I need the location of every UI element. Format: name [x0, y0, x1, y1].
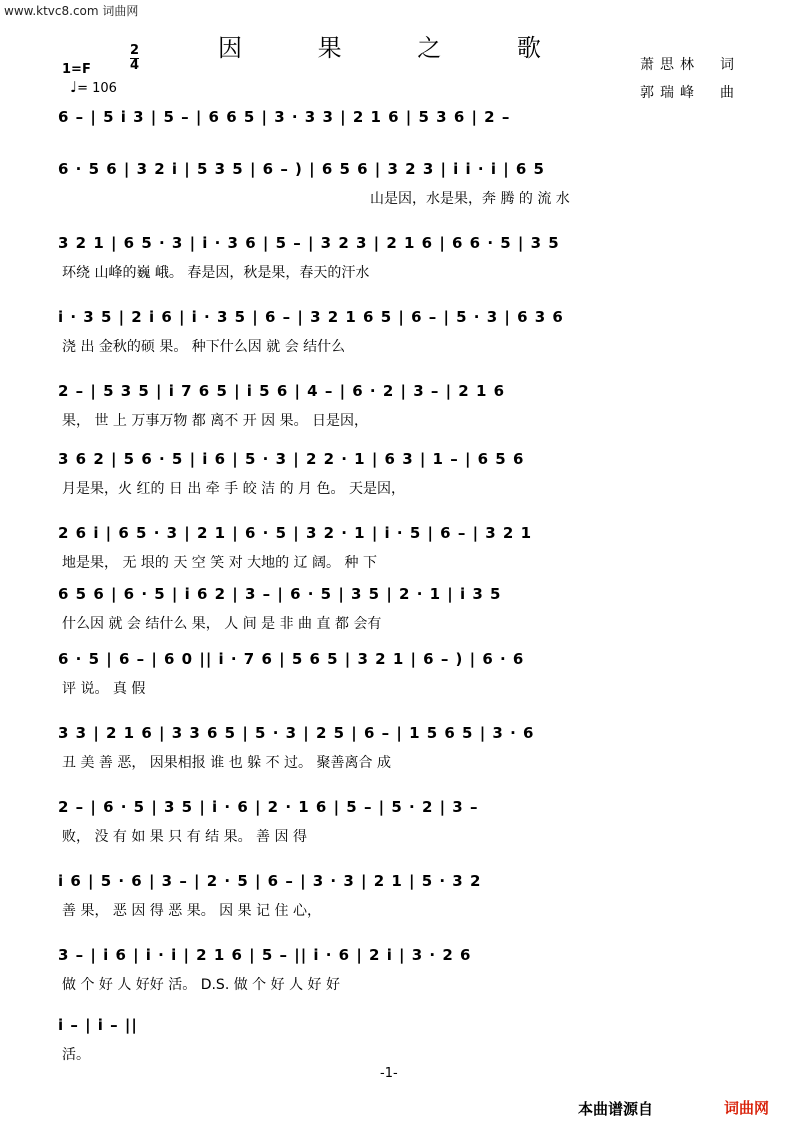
- composer-credit: 郭瑞峰 曲: [640, 85, 740, 101]
- quarter-note-icon: ♩: [70, 78, 78, 96]
- notation-row: 2 – | 5 3 5 | i 7 6 5 | i 5 6 | 4 – | 6 · 2 | 3 – | 2 1 6: [58, 382, 506, 400]
- notation-row: 2 6 i | 6 5 · 3 | 2 1 | 6 · 5 | 3 2 · 1 | i · 5 | 6 – | 3 2 1: [58, 524, 533, 542]
- time-signature-numerator: 2: [130, 43, 140, 58]
- time-signature-denominator: 4: [130, 58, 140, 73]
- lyricist-credit: 萧思林 词: [640, 57, 740, 73]
- key-signature: 1=F: [62, 62, 91, 77]
- lyric-row: 做 个 好 人 好好 活。 D.S. 做 个 好 人 好 好: [62, 977, 340, 993]
- notation-row: 6 · 5 | 6 – | 6 0 || i · 7 6 | 5 6 5 | 3 2 1 | 6 – ) | 6 · 6: [58, 650, 525, 668]
- lyric-row: 月是果，火 红的 日 出 牵 手 皎 洁 的 月 色。 天是因，: [62, 481, 405, 497]
- notation-row: 3 2 1 | 6 5 · 3 | i · 3 6 | 5 – | 3 2 3 | 2 1 6 | 6 6 · 5 | 3 5: [58, 234, 560, 252]
- lyric-row: 丑 美 善 恶， 因果相报 谁 也 躲 不 过。 聚善离合 成: [62, 755, 391, 771]
- notation-row: 3 6 2 | 5 6 · 5 | i 6 | 5 · 3 | 2 2 · 1 | 6 3 | 1 – | 6 5 6: [58, 450, 525, 468]
- notation-row: 3 3 | 2 1 6 | 3 3 6 5 | 5 · 3 | 2 5 | 6 – | 1 5 6 5 | 3 · 6: [58, 724, 535, 742]
- notation-row: i – | i – ||: [58, 1016, 138, 1034]
- notation-row: 6 – | 5 i 3 | 5 – | 6 6 5 | 3 · 3 3 | 2 1 6 | 5 3 6 | 2 –: [58, 108, 511, 126]
- watermark-text: www.ktvc8.com 词曲网: [4, 4, 139, 18]
- tempo-marking: [70, 78, 117, 96]
- lyric-row: 败， 没 有 如 果 只 有 结 果。 善 因 得: [62, 829, 307, 845]
- lyric-row: 什么因 就 会 结什么 果， 人 间 是 非 曲 直 都 会有: [62, 616, 382, 632]
- tempo-value: = 106: [77, 81, 117, 96]
- notation-row: 2 – | 6 · 5 | 3 5 | i · 6 | 2 · 1 6 | 5 – | 5 · 2 | 3 –: [58, 798, 479, 816]
- notation-row: 6 · 5 6 | 3 2 i | 5 3 5 | 6 – ) | 6 5 6 | 3 2 3 | i i · i | 6 5: [58, 160, 545, 178]
- lyric-row: 浇 出 金秋的硕 果。 种下什么因 就 会 结什么: [62, 339, 346, 355]
- lyric-row: 环绕 山峰的巍 峨。 春是因，秋是果，春天的汗水: [62, 265, 370, 281]
- notation-row: i 6 | 5 · 6 | 3 – | 2 · 5 | 6 – | 3 · 3 | 2 1 | 5 · 3 2: [58, 872, 482, 890]
- time-signature: [130, 44, 139, 73]
- source-site-logo: 词曲网: [724, 1099, 770, 1117]
- lyric-row: 活。: [62, 1047, 90, 1063]
- notation-row: 3 – | i 6 | i · i | 2 1 6 | 5 – || i · 6 | 2 i | 3 · 2 6: [58, 946, 472, 964]
- notation-row: 6 5 6 | 6 · 5 | i 6 2 | 3 – | 6 · 5 | 3 5 | 2 · 1 | i 3 5: [58, 585, 502, 603]
- lyric-row: 评 说。 真 假: [62, 681, 146, 697]
- source-label: 本曲谱源自: [578, 1100, 654, 1118]
- lyric-row: 地是果， 无 垠的 天 空 笑 对 大地的 辽 阔。 种 下: [62, 555, 377, 571]
- song-title: 因 果 之 歌: [218, 34, 575, 62]
- lyric-row: 山是因，水是果，奔 腾 的 流 水: [370, 191, 570, 207]
- lyric-row: 果， 世 上 万事万物 都 离不 开 因 果。 日是因，: [62, 413, 369, 429]
- notation-row: i · 3 5 | 2 i 6 | i · 3 5 | 6 – | 3 2 1 6 5 | 6 – | 5 · 3 | 6 3 6: [58, 308, 564, 326]
- lyric-row: 善 果， 恶 因 得 恶 果。 因 果 记 住 心，: [62, 903, 321, 919]
- page-number: -1-: [380, 1066, 398, 1081]
